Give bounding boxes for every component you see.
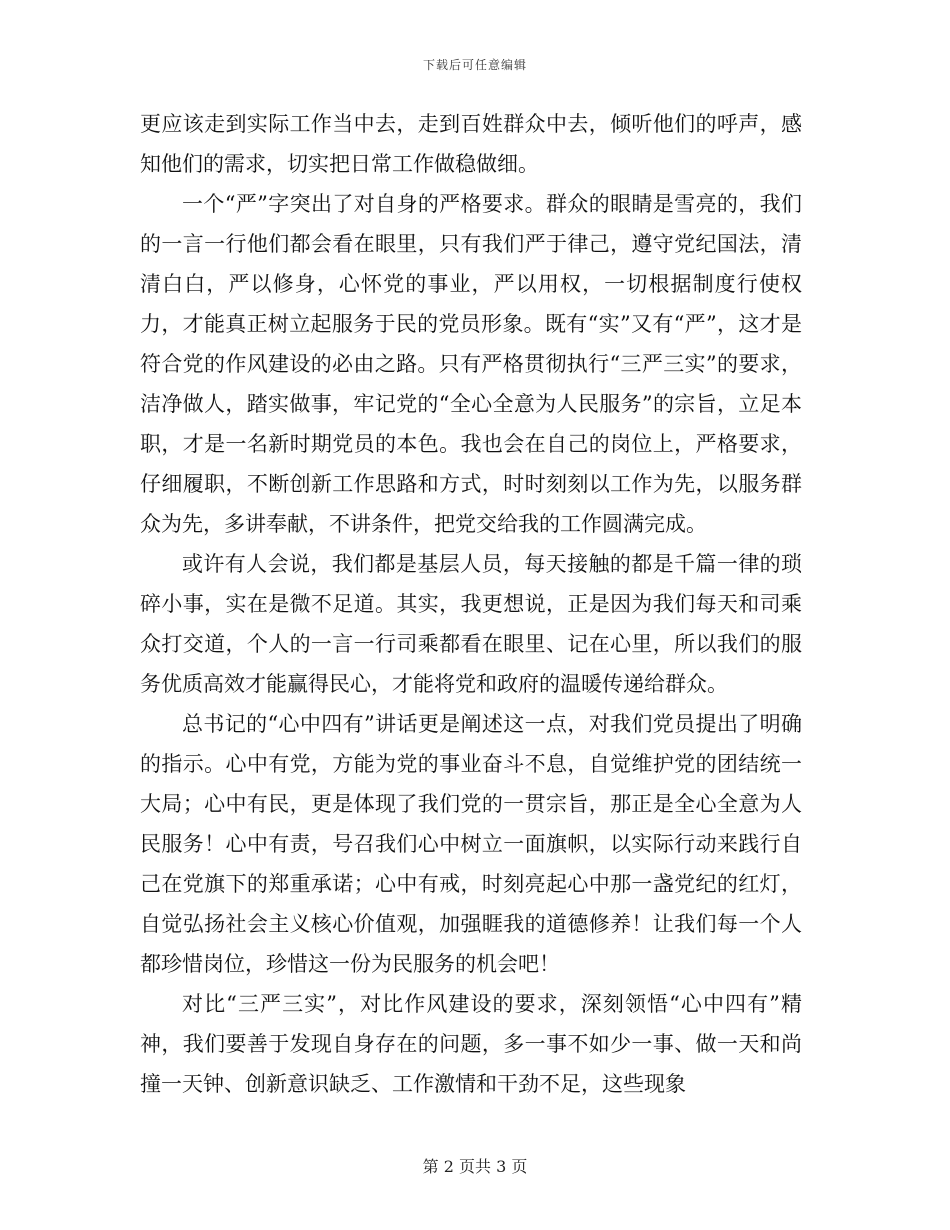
paragraph-5: 对比“三严三实”，对比作风建设的要求，深刻领悟“心中四有”精神，我们要善于发现自身存在的问题，多一事不如少一事、做一天和尚撞一天钟、创新意识缺乏、工作激情和干劲不足，这些现象 <box>140 992 802 1096</box>
paragraph-3: 或许有人会说，我们都是基层人员，每天接触的都是千篇一律的琐碎小事，实在是微不足道。其实，我更想说，正是因为我们每天和司乘众打交道，个人的一言一行司乘都看在眼里、记在心里，所以我们的服务优质高效才能赢得民心，才能将党和政府的温暖传递给群众。 <box>140 552 802 696</box>
page-number: 第 2 页共 3 页 <box>422 1157 528 1176</box>
paragraph-2: 一个“严”字突出了对自身的严格要求。群众的眼睛是雪亮的，我们的一言一行他们都会看在眼里，只有我们严于律己，遵守党纪国法，清清白白，严以修身，心怀党的事业，严以用权，一切根据制度行使权力，才能真正树立起服务于民的党员形象。既有“实”又有“严”，这才是符合党的作风建设的必由之路。只有严格贯彻执行“三严三实”的要求，洁净做人，踏实做事，牢记党的“全心全意为人民服务”的宗旨，立足本职，才是一名新时期党员的本色。我也会在自己的岗位上，严格要求，仔细履职，不断创新工作思路和方式，时时刻刻以工作为先，以服务群众为先，多讲奉献，不讲条件，把党交给我的工作圆满完成。 <box>140 192 802 536</box>
paragraph-4: 总书记的“心中四有”讲话更是阐述这一点，对我们党员提出了明确的指示。心中有党，方能为党的事业奋斗不息，自觉维护党的团结统一大局；心中有民，更是体现了我们党的一贯宗旨，那正是全心全意为人民服务！心中有责，号召我们心中树立一面旗帜，以实际行动来践行自己在党旗下的郑重承诺；心中有戒，时刻亮起心中那一盏党纪的红灯，自觉弘扬社会主义核心价值观，加强睚我的道德修养！让我们每一个人都珍惜岗位，珍惜这一份为民服务的机会吧！ <box>140 712 802 976</box>
document-body <box>140 104 802 1104</box>
paragraph-1: 更应该走到实际工作当中去，走到百姓群众中去，倾听他们的呼声，感知他们的需求，切实把日常工作做稳做细。 <box>140 112 802 176</box>
header-note: 下载后可任意编辑 <box>422 58 527 72</box>
